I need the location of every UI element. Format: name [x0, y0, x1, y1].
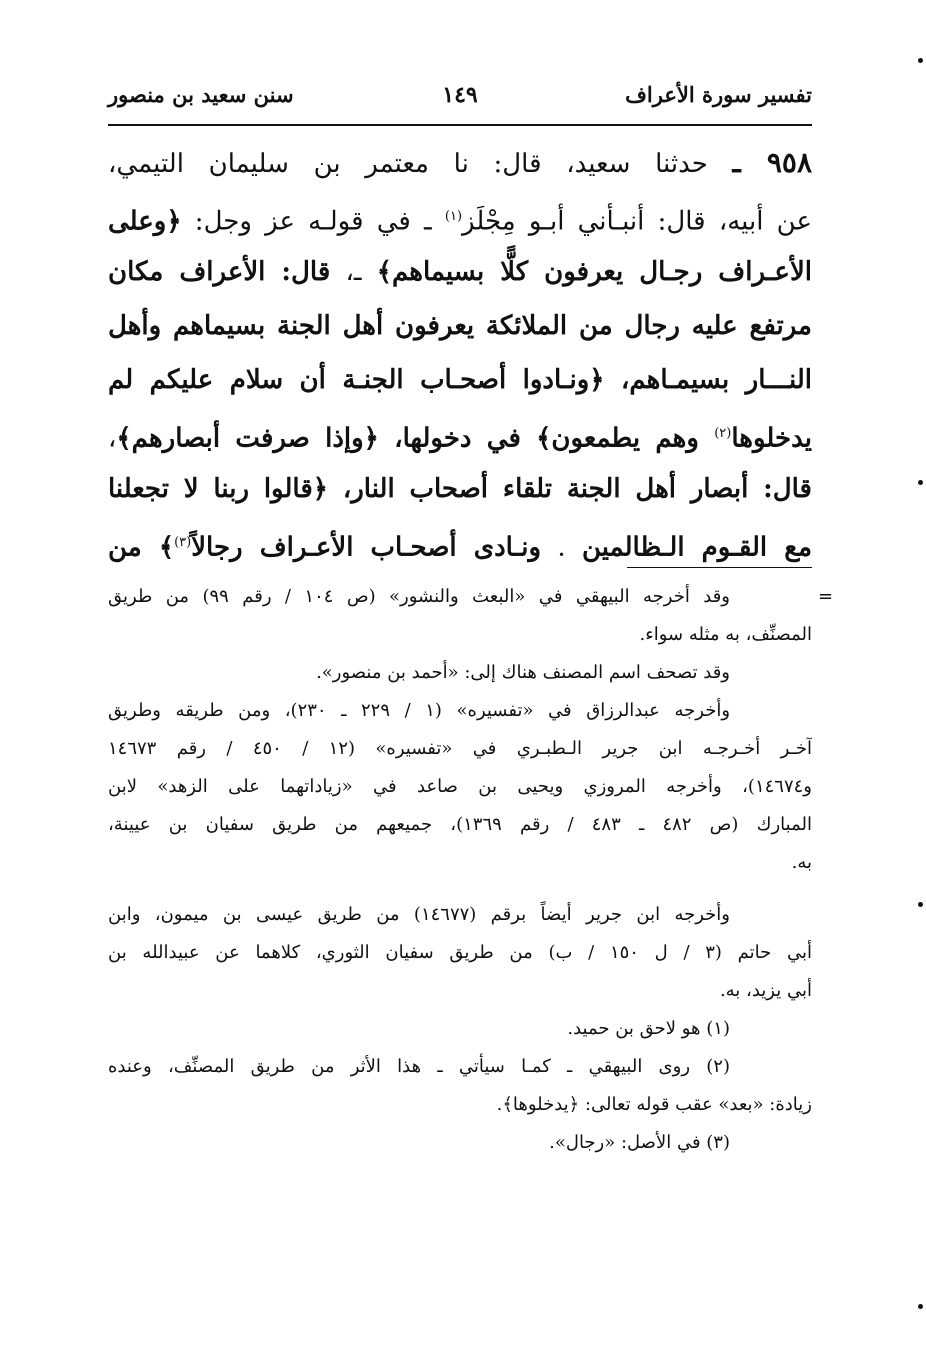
quran-text: ﴿قالوا ربنا لا تجعلنا — [108, 473, 328, 504]
main-text-line — [108, 407, 812, 461]
main-text-segment: في دخولها، — [378, 424, 537, 455]
footnote-line: به. — [791, 852, 812, 873]
main-text-segment: ـ، — [330, 256, 377, 287]
footnote-line: المبارك (ص ٤٨٢ ـ ٤٨٣ / رقم ١٣٦٩)، جميعهم من طريق سفيان بن عيينة، — [108, 814, 812, 835]
footnotes — [108, 578, 812, 1162]
footnote-line: (١) هو لاحق بن حميد. — [567, 1018, 730, 1039]
main-text-line — [108, 190, 812, 244]
quran-text: وهم يطمعون﴾ — [536, 424, 715, 455]
footnote-line: وأخرجه ابن جرير أيضاً برقم (١٤٦٧٧) من طريق عيسى بن ميمون، وابن — [108, 904, 730, 925]
quran-text: مع القـوم الـظالمين — [581, 532, 812, 563]
footnote-marker: (٢) — [714, 426, 732, 442]
quran-text: ﴿وإذا صرفت أبصارهم﴾ — [116, 424, 379, 455]
margin-dot — [918, 902, 923, 907]
header-surah-title: تفسير سورة الأعراف — [625, 82, 812, 107]
main-text-segment: . — [541, 532, 582, 563]
main-text-line — [108, 245, 812, 299]
quran-text: ﴿ونـادوا أصحـاب الجنـة أن سلام عليكم لم — [108, 365, 605, 396]
main-text-segment: النـــار بسيمـاهم، — [604, 365, 812, 396]
footnote-line: أبي حاتم (٣ / ل ١٥٠ / ب) من طريق سفيان الثوري، كلاهما عن عبيدالله بن — [108, 942, 812, 963]
main-text-segment: ٩٥٨ ـ — [732, 146, 812, 179]
margin-dot — [918, 1304, 923, 1309]
footnote-line: زيادة: «بعد» عقب قوله تعالى: ﴿يدخلوها﴾. — [496, 1094, 812, 1115]
continuation-mark: = — [818, 586, 834, 607]
main-text-segment: ، — [108, 424, 117, 455]
footnote-line: المصنِّف، به مثله سواء. — [639, 624, 812, 645]
running-header — [108, 82, 812, 120]
footnote-line: وقد أخرجه البيهقي في «البعث والنشور» (ص ١٠٤ / رقم ٩٩) من طريق — [108, 586, 730, 607]
main-text-segment: ـ في قولـه عز وجل: — [181, 206, 445, 237]
footnote-line: (٣) في الأصل: «رجال». — [549, 1132, 730, 1153]
main-text — [108, 136, 812, 570]
main-text-segment: قال: أبصار أهل الجنة تلقاء أصحاب النار، — [328, 473, 812, 504]
quran-text: يدخلوها — [731, 424, 812, 455]
footnote-separator — [627, 567, 812, 568]
footnote-marker: (١) — [444, 209, 463, 225]
main-text-line — [108, 136, 812, 190]
footnote-line: وقد تصحف اسم المصنف هناك إلى: «أحمد بن منصور». — [316, 662, 730, 683]
main-text-segment: عن أبيه، قال: أنبـأني أبـو مِجْلَز — [462, 206, 812, 237]
main-text-line — [108, 299, 812, 353]
footnote-line: أبي يزيد، به. — [719, 980, 812, 1001]
footnote-marker: (٣) — [174, 535, 192, 551]
footnote-line: آخـر أخـرجـه ابن جرير الـطبـري في «تفسيره» (١٢ / ٤٥٠ / رقم ١٤٦٧٣ — [108, 738, 812, 759]
header-book-title: سنن سعيد بن منصور — [108, 82, 294, 107]
margin-dot — [918, 58, 923, 63]
main-text-segment: مرتفع عليه رجال من الملائكة يعرفون أهل الجنة بسيماهم وأهل — [108, 310, 812, 341]
margin-dot — [918, 480, 923, 485]
footnote-line: و١٤٦٧٤)، وأخرجه المروزي ويحيى بن صاعد في «زياداتهما على الزهد» لابن — [108, 776, 812, 797]
main-text-line — [108, 462, 812, 516]
quran-text: الأعـراف رجـال يعرفون كلًّا بسيماهم﴾ — [376, 256, 812, 287]
footnote-line: وأخرجه عبدالرزاق في «تفسيره» (١ / ٢٢٩ ـ ٢٣٠)، ومن طريقه وطريق — [108, 700, 731, 721]
main-text-segment: من — [108, 532, 142, 563]
main-text-segment: قال: الأعراف مكان — [108, 256, 331, 287]
quran-text: ونـادى أصحـاب الأعـراف رجالاً — [191, 532, 542, 563]
footnote-line: (٢) روى البيهقي ـ كمـا سيأتي ـ هذا الأثر من طريق المصنِّف، وعنده — [108, 1056, 730, 1077]
main-text-line — [108, 353, 812, 407]
quran-text: ﴾ — [141, 532, 175, 563]
page-number: ١٤٩ — [442, 82, 478, 108]
main-text-line — [108, 516, 812, 570]
quran-text: ﴿وعلى — [108, 206, 182, 237]
header-divider — [108, 124, 812, 126]
main-text-segment: حدثنا سعيد، قال: نا معتمر بن سليمان التيمي، — [108, 149, 733, 179]
